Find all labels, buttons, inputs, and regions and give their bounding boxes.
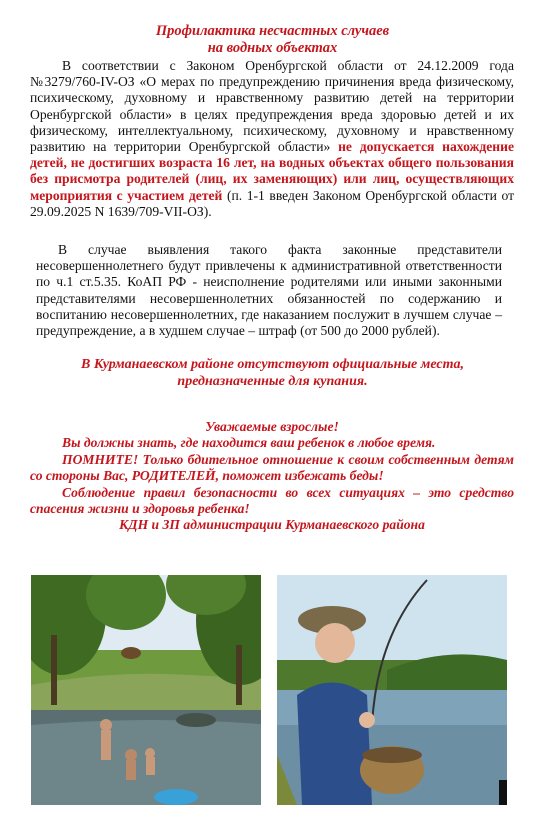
- appeal-line-2: ПОМНИТЕ! Только бдительное отношение к своим собственным детям со стороны Вас, РОДИТЕЛЕЙ, поможет избежать беды!: [30, 451, 514, 484]
- law-reference-text: (п. 1-1 введен Законом Оренбургской области от 29.09.2025 N 1639/709-VII-ОЗ).: [30, 187, 515, 219]
- appeal-block: [30, 419, 514, 534]
- appeal-greeting: Уважаемые взрослые!: [205, 419, 339, 434]
- law-intro-text: В соответствии с Законом Оренбургской области от 24.12.2009 года №3279/760-IV-ОЗ «О мерах по предупреждению причинения вреда физическому, психическому, духовному и нравственному развитию детей на территории Оренбургской области» в целях предупреждения вреда здоровью детей и их физическому, интеллектуальному, психическому, духовному и нравственному развитию на территории Оренбургской области»: [30, 58, 514, 155]
- appeal-signature: КДН и ЗП администрации Курманаевского района: [119, 517, 425, 533]
- law-prohibition-text: не допускается нахождение детей, не достигших возраста 16 лет, на водных объектах общего пользования без присмотра родителей (лиц, их заменяющих) или лиц, осуществляющих мероприятия с участием детей: [30, 139, 514, 203]
- page-title: [0, 23, 545, 57]
- liability-paragraph: В случае выявления такого факта законные представители несовершеннолетнего будут привлечены к административной ответственности по ч.1 ст.5.35. КоАП РФ - неисполнение родителями или иными законными представителями несовершеннолетних обязанностей по содержанию и воспитанию несовершеннолетних, где наказанием послужит в лучшем случае – предупреждение, а в худшем случае – штраф (от 500 до 2000 рублей).: [36, 242, 502, 339]
- law-paragraph: [30, 58, 514, 220]
- boy-fishing-illustration: [277, 575, 507, 805]
- title-line-2: на водных объектах: [207, 40, 338, 56]
- children-swimming-illustration: [31, 575, 273, 805]
- no-beaches-note: [0, 356, 545, 390]
- title-line-1: Профилактика несчастных случаев: [155, 23, 390, 39]
- appeal-line-1: Вы должны знать, где находится ваш ребенок в любое время.: [62, 435, 436, 451]
- photo-children-swimming: [31, 575, 273, 805]
- note-line-2: предназначенные для купания.: [177, 374, 368, 389]
- appeal-line-3: Соблюдение правил безопасности во всех ситуациях – это средство спасения жизни и здоровья ребенка!: [30, 484, 514, 517]
- note-line-1: В Курманаевском районе отсутствуют официальные места,: [81, 357, 464, 372]
- photo-boy-fishing: [277, 575, 507, 805]
